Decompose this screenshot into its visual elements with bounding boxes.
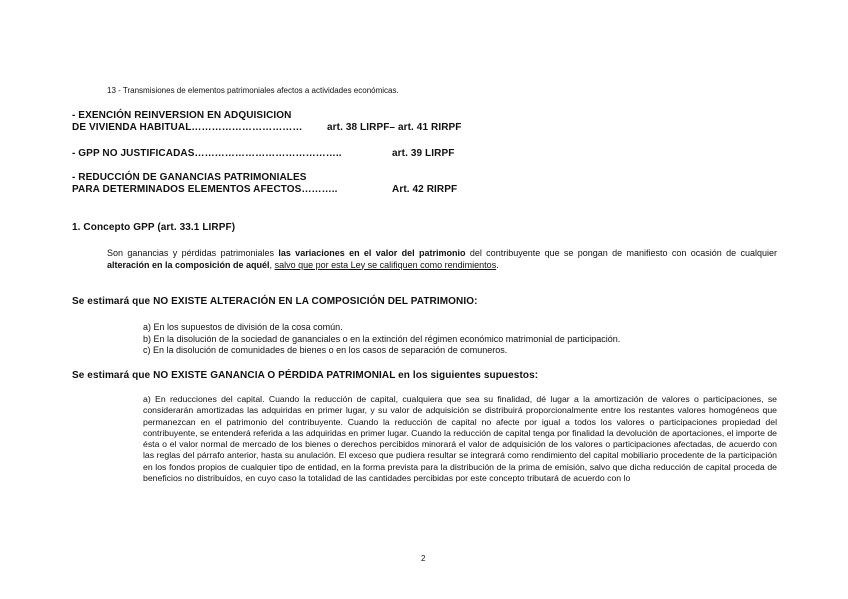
list-item: b) En la disolución de la sociedad de gananciales o en la extinción del régimen económico matrimonial de participación. — [143, 333, 621, 344]
reduccion-heading-line1: - REDUCCIÓN DE GANANCIAS PATRIMONIALES — [72, 172, 307, 183]
list-item: c) En la disolución de comunidades de bienes o en los casos de separación de comuneros. — [143, 345, 508, 355]
concept-underlined: salvo que por esta Ley se califiquen como rendimientos — [274, 259, 497, 270]
no-ganancia-title: Se estimará que NO EXISTE GANANCIA O PÉRDIDA PATRIMONIAL en los siguientes supuestos: — [72, 370, 539, 381]
section-1-title: 1. Concepto GPP (art. 33.1 LIRPF) — [72, 222, 236, 233]
concept-text-3: , — [269, 259, 275, 270]
gpp-no-justificadas-reference: art. 39 LIRPF — [392, 148, 455, 159]
concept-text-4: . — [496, 259, 499, 270]
no-alteracion-title: Se estimará que NO EXISTE ALTERACIÓN EN LA COMPOSICIÓN DEL PATRIMONIO: — [72, 296, 478, 307]
concept-text-2: del contribuyente que se pongan de manifiesto con ocasión de cualquier — [465, 248, 777, 258]
exencion-reference: art. 38 LIRPF– art. 41 RIRPF — [327, 122, 462, 133]
reduccion-heading-line2: PARA DETERMINADOS ELEMENTOS AFECTOS……….. — [72, 184, 338, 195]
no-alteracion-list — [143, 322, 620, 357]
gpp-no-justificadas-heading: - GPP NO JUSTIFICADAS…………………………………….. — [72, 148, 342, 159]
concept-text-1: Son ganancias y pérdidas patrimoniales — [107, 248, 279, 258]
no-ganancia-paragraph-a: a) En reducciones del capital. Cuando la reducción de capital, cualquiera que sea su finalidad, dé lugar a la amortización de valores o participaciones, se considerarán amortizadas las adquiridas en primer lugar, y su valor de adquisición se distribuirá proporcionalmente entre los restantes valores homogéneos que permanezcan en el patrimonio del contribuyente. Cuando la reducción de capital no afecte por igual a todos los valores o participaciones propiedad del contribuyente, se entenderá referida a las adquiridas en primer lugar. Cuando la reducción de capital tenga por finalidad la devolución de aportaciones, el importe de ésta o el valor normal de mercado de los bienes o derechos percibidos minorará el valor de adquisición de los valores o participaciones afectadas, de acuerdo con las reglas del párrafo anterior, hasta su anulación. El exceso que pudiera resultar se integrará como rendimiento del capital mobiliario procedente de la participación en los fondos propios de cualquier tipo de entidad, en la forma prevista para la distribución de la prima de emisión, salvo que dicha reducción de capital proceda de beneficios no distribuidos, en cuyo caso la totalidad de las cantidades percibidas por este concepto tributará de acuerdo con lo — [143, 394, 777, 484]
page-number: 2 — [421, 554, 426, 563]
concept-paragraph — [107, 248, 777, 271]
list-item-13: 13 - Transmisiones de elementos patrimoniales afectos a actividades económicas. — [107, 86, 399, 95]
exencion-heading-line1: - EXENCIÓN REINVERSION EN ADQUISICION — [72, 110, 292, 121]
concept-bold-1: las variaciones en el valor del patrimonio — [278, 248, 466, 258]
list-item: a) En los supuestos de división de la cosa común. — [143, 322, 343, 332]
reduccion-reference: Art. 42 RIRPF — [392, 184, 458, 195]
exencion-heading-line2: DE VIVIENDA HABITUAL…………………………… — [72, 122, 303, 133]
concept-bold-2: alteración en la composición de aquél — [107, 259, 270, 270]
